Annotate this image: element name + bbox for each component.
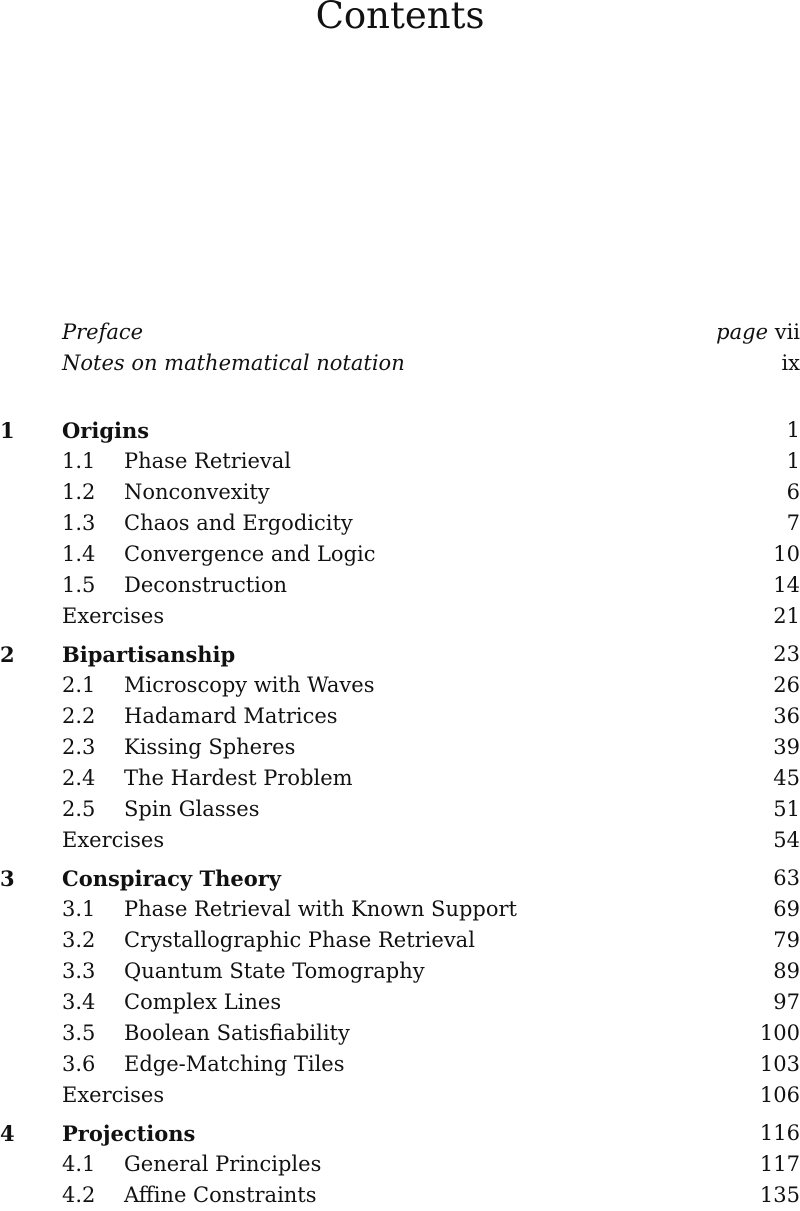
page-number: 7 (786, 511, 800, 535)
page-number: 135 (759, 1183, 800, 1207)
section-entry[interactable] (0, 794, 800, 825)
section-number: 2.2 (62, 704, 96, 728)
page-number: 45 (773, 766, 800, 790)
chapter-title: Conspiracy Theory (62, 866, 281, 891)
section-number: 3.1 (62, 897, 96, 921)
page-number: 117 (759, 1152, 800, 1176)
page-number: 21 (773, 604, 800, 628)
page-number: 97 (773, 990, 800, 1014)
page-number: 69 (773, 897, 800, 921)
chapter-title: Projections (62, 1121, 196, 1146)
toc-entry-notation[interactable] (0, 348, 800, 379)
front-matter-label: Preface (62, 320, 144, 344)
page-number: 1 (786, 418, 800, 442)
front-matter-page (716, 317, 800, 348)
section-number: 1.1 (62, 449, 96, 473)
section-entry[interactable] (0, 701, 800, 732)
page-number: 54 (773, 828, 800, 852)
page-number: 6 (786, 480, 800, 504)
section-entry[interactable] (0, 925, 800, 956)
section-entry[interactable] (0, 1149, 800, 1180)
section-title: Affine Constraints (124, 1183, 317, 1207)
page-number: 103 (759, 1052, 800, 1076)
section-number: 4.2 (62, 1183, 96, 1207)
section-title: Nonconvexity (124, 480, 270, 504)
section-title: Microscopy with Waves (124, 673, 375, 697)
section-title: Hadamard Matrices (124, 704, 338, 728)
page-number: 23 (773, 642, 800, 666)
section-title: Spin Glasses (124, 797, 260, 821)
page-number: vii (774, 320, 800, 344)
section-number: 2.5 (62, 797, 96, 821)
chapter-entry-2[interactable] (0, 639, 800, 670)
section-number: 3.4 (62, 990, 96, 1014)
chapter-number: 4 (0, 1121, 15, 1146)
section-number: 1.2 (62, 480, 96, 504)
section-title: Quantum State Tomography (124, 959, 425, 983)
chapter-number: 1 (0, 418, 15, 443)
section-number: 1.5 (62, 573, 96, 597)
chapter-title: Origins (62, 418, 150, 443)
section-entry[interactable] (0, 1049, 800, 1080)
section-title: Crystallographic Phase Retrieval (124, 928, 475, 952)
section-title: The Hardest Problem (124, 766, 353, 790)
page-number: 51 (773, 797, 800, 821)
exercises-entry[interactable] (0, 825, 800, 856)
section-number: 4.1 (62, 1152, 96, 1176)
exercises-label: Exercises (62, 1083, 165, 1107)
section-entry[interactable] (0, 570, 800, 601)
section-number: 3.6 (62, 1052, 96, 1076)
section-number: 2.1 (62, 673, 96, 697)
section-title: Phase Retrieval with Known Support (124, 897, 517, 921)
section-entry[interactable] (0, 763, 800, 794)
page-number: 14 (773, 573, 800, 597)
page-number: 36 (773, 704, 800, 728)
page-number: 39 (773, 735, 800, 759)
exercises-entry[interactable] (0, 601, 800, 632)
chapter-entry-4[interactable] (0, 1118, 800, 1149)
section-entry[interactable] (0, 508, 800, 539)
page-number: 63 (773, 866, 800, 890)
front-matter-label: Notes on mathematical notation (62, 351, 405, 375)
section-title: Chaos and Ergodicity (124, 511, 353, 535)
exercises-label: Exercises (62, 604, 165, 628)
section-entry[interactable] (0, 1018, 800, 1049)
section-number: 1.3 (62, 511, 96, 535)
page-number: 116 (759, 1121, 800, 1145)
page-number: 89 (773, 959, 800, 983)
section-title: Boolean Satisfiability (124, 1021, 350, 1045)
chapter-number: 3 (0, 866, 15, 891)
section-entry[interactable] (0, 539, 800, 570)
page-title: Contents (315, 0, 485, 37)
section-title: Edge-Matching Tiles (124, 1052, 345, 1076)
chapter-number: 2 (0, 642, 15, 667)
page-number: 10 (773, 542, 800, 566)
section-title: Convergence and Logic (124, 542, 376, 566)
section-number: 3.3 (62, 959, 96, 983)
exercises-entry[interactable] (0, 1080, 800, 1111)
section-number: 1.4 (62, 542, 96, 566)
section-entry[interactable] (0, 477, 800, 508)
page-number: ix (781, 351, 800, 375)
exercises-label: Exercises (62, 828, 165, 852)
section-entry[interactable] (0, 446, 800, 477)
chapter-entry-3[interactable] (0, 863, 800, 894)
page-number: 26 (773, 673, 800, 697)
section-number: 2.3 (62, 735, 96, 759)
section-number: 3.5 (62, 1021, 96, 1045)
section-title: General Principles (124, 1152, 322, 1176)
section-title: Deconstruction (124, 573, 288, 597)
section-entry[interactable] (0, 732, 800, 763)
section-entry[interactable] (0, 1180, 800, 1211)
section-entry[interactable] (0, 670, 800, 701)
page-prefix: page (716, 320, 769, 344)
page-number: 106 (759, 1083, 800, 1107)
toc-entry-preface[interactable] (0, 317, 800, 348)
section-title: Phase Retrieval (124, 449, 292, 473)
section-title: Kissing Spheres (124, 735, 296, 759)
page-number: 79 (773, 928, 800, 952)
chapter-entry-1[interactable] (0, 415, 800, 446)
section-title: Complex Lines (124, 990, 282, 1014)
section-entry[interactable] (0, 894, 800, 925)
section-entry[interactable] (0, 987, 800, 1018)
chapter-title: Bipartisanship (62, 642, 236, 667)
section-entry[interactable] (0, 956, 800, 987)
page-number: 1 (786, 449, 800, 473)
section-number: 3.2 (62, 928, 96, 952)
section-number: 2.4 (62, 766, 96, 790)
page-number: 100 (759, 1021, 800, 1045)
